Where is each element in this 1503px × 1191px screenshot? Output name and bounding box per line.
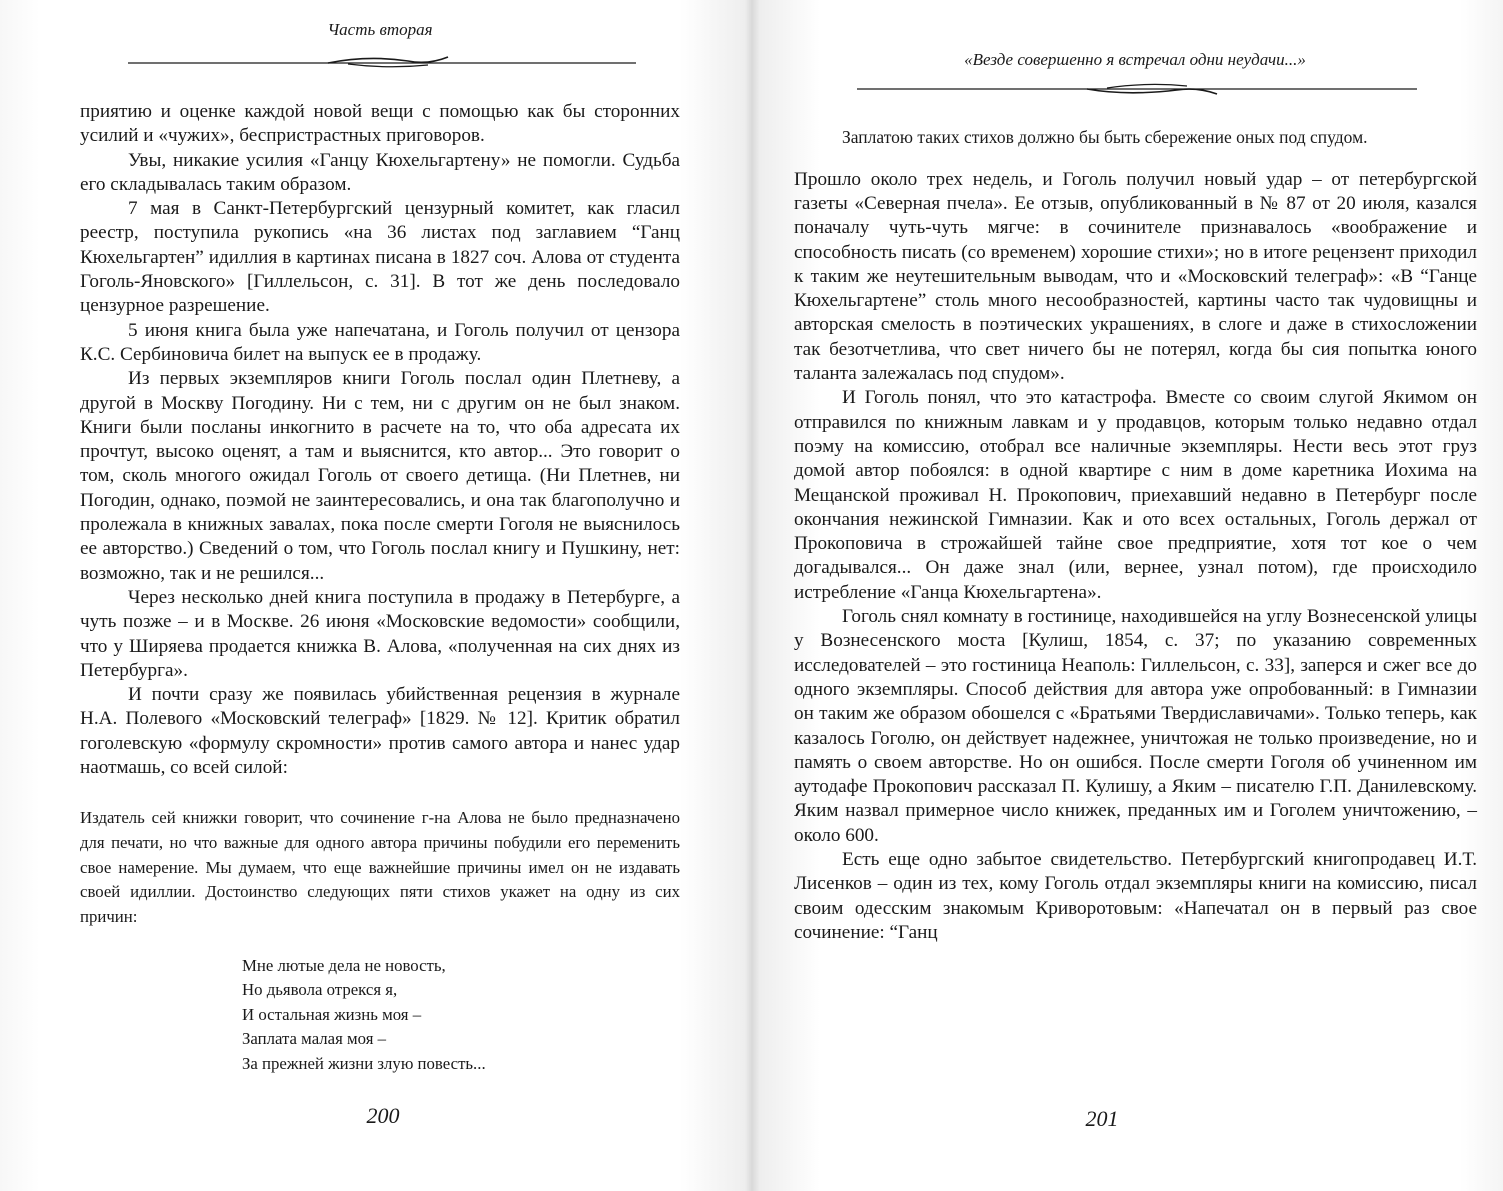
running-head-left: Часть вторая: [327, 20, 433, 39]
left-body-text: [80, 100, 680, 1076]
paragraph: Через несколько дней книга поступила в продажу в Петербурге, а чуть позже – и в Москве. 26 июня «Московские ведомости» сообщили, что у Ширяева продается книжка В. Алова, «полученная на сих днях из Петербурга».: [80, 586, 680, 681]
running-head-right: «Везде совершенно я встречал одни неудачи...»: [964, 50, 1306, 69]
verse-line: Заплата малая моя –: [242, 1029, 387, 1049]
paragraph: приятию и оценке каждой новой вещи с помощью как бы сторонних усилий и «чужих», беспристрастных приговоров.: [80, 101, 680, 147]
paragraph: Гоголь снял комнату в гостинице, находившейся на углу Вознесенской улицы у Вознесенского моста [Кулиш, 1854, с. 37; по указанию современных исследователей – это гостиница Неаполь: Гиллельсон, с. 33], заперся и сжег все до одного экземпляры. Способ действия для автора уже опробованный: в Гимназии он таким же образом обошелся с «Братьями Твердиславичами». Только теперь, как казалось Гоголю, он действует надежнее, уничтожая не только произведение, но и память о своем авторстве. Но он ошибся. После смерти Гоголя об учиненном им аутодафе Прокопович рассказал П. Кулишу, а Яким – писателю Г.П. Данилевскому. Яким назвал примерное число книжек, преданных им и Гоголем уничтожению, – около 600.: [794, 606, 1477, 846]
right-page: [752, 0, 1503, 1191]
review-quote-end: [794, 125, 1477, 150]
verse-line: И остальная жизнь моя –: [242, 1004, 422, 1024]
paragraph: Увы, никакие усилия «Ганцу Кюхельгартену» не помогли. Судьба его складывалась таким образом.: [80, 149, 680, 195]
paragraph: И почти сразу же появилась убийственная рецензия в журнале Н.А. Полевого «Московский телеграф» [1829. № 12]. Критик обратил гоголевскую «формулу скромности» против самого автора и нанес удар наотмашь, со всей силой:: [80, 684, 680, 779]
ornamental-rule-right: [857, 80, 1417, 98]
paragraph: 5 июня книга была уже напечатана, и Гоголь получил от цензора К.С. Сербиновича билет на выпуск ее в продажу.: [80, 319, 680, 365]
ornamental-rule-left: [128, 52, 636, 70]
verse-line: За прежней жизни злую повесть...: [242, 1053, 486, 1073]
verse-line: Но дьявола отрекся я,: [242, 980, 398, 1000]
paragraph: И Гоголь понял, что это катастрофа. Вместе со своим слугой Якимом он отправился по книжным лавкам и у продавцов, которым только недавно отдал поэму на комиссию, отобрал все наличные экземпляры. Нести весь этот груз домой автор побоялся: в одной квартире с ним в доме каретника Иохима на Мещанской проживал Н. Прокопович, приехавший недавно в Петербург после окончания нежинской Гимназии. Как и ото всех остальных, Гоголь держал от Прокоповича в строжайшей тайне свое предприятие, хотя тот кое о чем догадывался... Он даже знал (или, вернее, узнал потом), где происходило истребление «Ганца Кюхельгартена».: [794, 387, 1477, 603]
paragraph: Из первых экземпляров книги Гоголь послал один Плетневу, а другой в Москву Погодину. Ни с тем, ни с другим он не был знаком. Книги были посланы инкогнито в расчете на то, что оба адресата их прочтут, высоко оценят, а там и выяснится, кто автор... Это говорит о том, сколь многого ожидал Гоголь от своего детища. (Ни Плетнев, ни Погодин, однако, поэмой не заинтересовались, и она так благополучно и пролежала в книжных завалах, пока после смерти Гоголя не выяснилось ее авторство.) Сведений о том, что Гоголь послал книгу и Пушкину, нет: возможно, так и не решился...: [80, 368, 680, 584]
left-page: [0, 0, 750, 1191]
quote-text: Издатель сей книжки говорит, что сочинение г-на Алова не было предназначено для печати, но что важные для одного автора причины побудили его переменить свое намерение. Мы думаем, что еще важнейшие причины имел он не издавать своей идиллии. Достоинство следующих пяти стихов укажет на одну из сих причин:: [80, 808, 680, 927]
page-number-right: 201: [1085, 1106, 1119, 1131]
page-number-left: 200: [366, 1103, 400, 1128]
paragraph: 7 мая в Санкт-Петербургский цензурный комитет, как гласил реестр, поступила рукопись «на 36 листах под заглавием “Ганц Кюхельгартен” идиллия в картинах писана в 1827 соч. Алова от студента Гоголь-Яновского» [Гиллельсон, с. 31]. В тот же день последовало цензурное разрешение.: [80, 198, 680, 317]
right-body-text: [794, 125, 1477, 945]
verse-block: [242, 954, 680, 1077]
paragraph: Есть еще одно забытое свидетельство. Петербургский книгопродавец И.Т. Лисенков – один из тех, кому Гоголь отдал экземпляры книги на комиссию, писал своим одесским знакомым Криворотовым: «Напечатал он в первый раз свое сочинение: “Ганц: [794, 849, 1477, 943]
paragraph: Прошло около трех недель, и Гоголь получил новый удар – от петербургской газеты «Северная пчела». Ее отзыв, опубликованный в № 87 от 20 июля, казался поначалу чуть-чуть мягче: в сочинителе признавалось «воображение и способность писать (со временем) хорошие стихи»; но в итоге рецензент приходил к таким же неутешительным выводам, что и «Московский телеграф»: «В “Ганце Кюхельгартене” столь много несообразностей, картины часто так чудовищны и авторская смелость в поэтических украшениях, в слоге и даже в стихосложении так безотчетлива, что свет ничего бы не потерял, когда бы сия попытка юного таланта залежалась под спудом».: [794, 168, 1477, 385]
review-quote: [80, 806, 680, 930]
verse-line: Мне лютые дела не новость,: [242, 955, 446, 975]
quote-text: Заплатою таких стихов должно бы быть сбережение оных под спудом.: [842, 127, 1368, 147]
